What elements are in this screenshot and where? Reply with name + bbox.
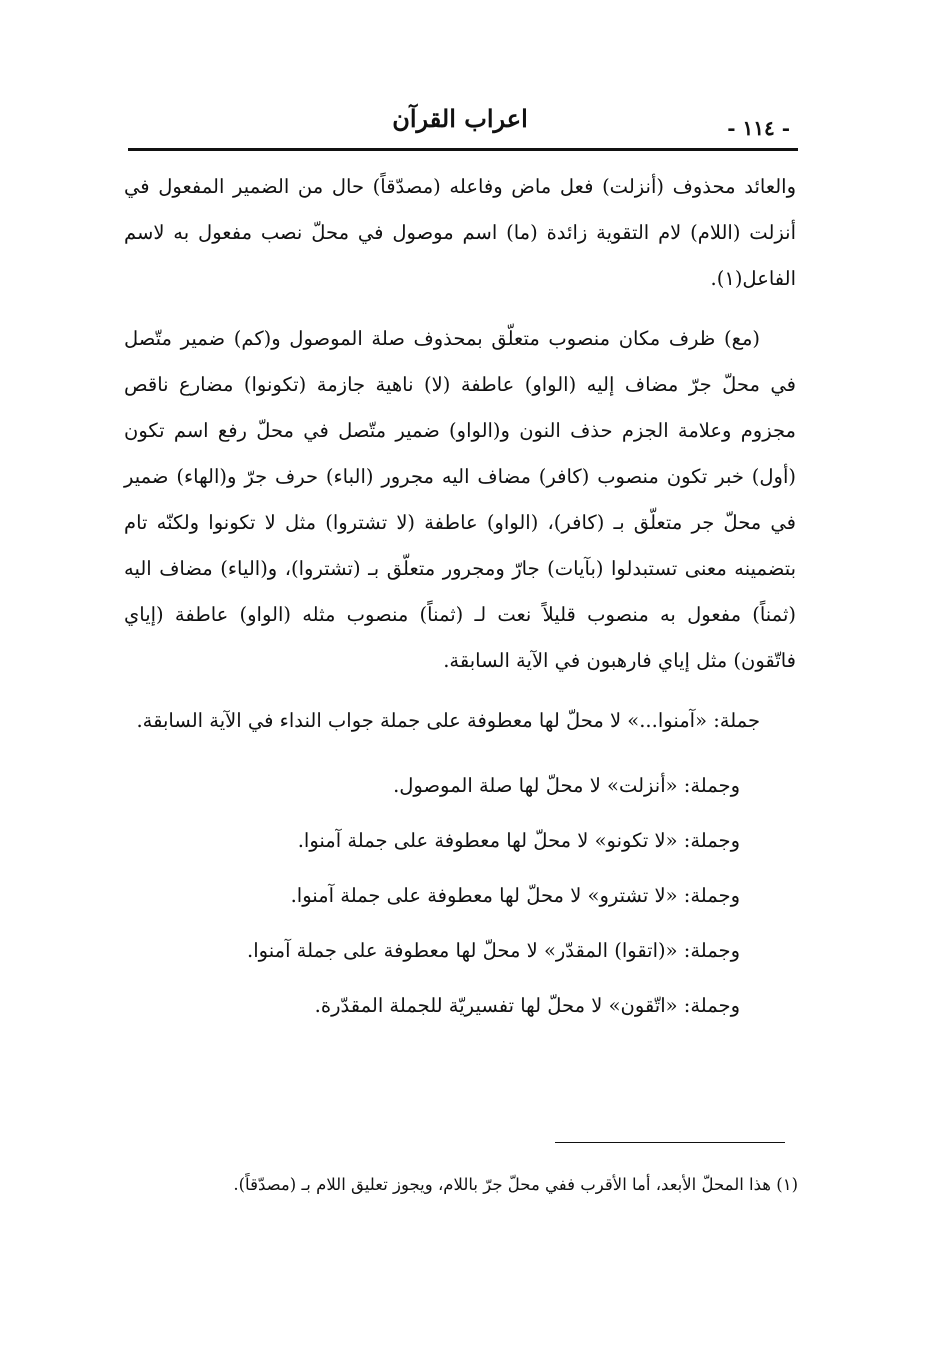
paragraph-1: والعائد محذوف (أنزلت) فعل ماض وفاعله (مصدّقاً) حال من الضمير المفعول في أنزلت (اللام) لام التقوية زائدة (ما) اسم موصول في محلّ نصب مفعول به لاسم الفاعل(١). [124,175,796,290]
paragraph-3: جملة: «آمنوا...» لا محلّ لها معطوفة على جملة جواب النداء في الآية السابقة. [136,709,760,732]
list-item: وجملة: «لا تكونو» لا محلّ لها معطوفة على جملة آمنوا. [297,829,740,852]
list-item: وجملة: «لا تشترو» لا محلّ لها معطوفة على جملة آمنوا. [290,884,740,907]
header-divider [128,148,798,151]
page-header [120,96,800,146]
page-number: - ١١٤ - [727,116,790,140]
main-text [124,164,796,1033]
footnote-divider [555,1142,785,1143]
list-item: وجملة: «اتّقون» لا محلّ لها تفسيريّة للجملة المقدّرة. [314,994,740,1017]
list-item: وجملة: «أنزلت» لا محلّ لها صلة الموصول. [393,774,740,797]
list-item: وجملة: «(اتقوا) المقدّر» لا محلّ لها معطوفة على جملة آمنوا. [247,939,740,962]
footnote: (١) هذا المحلّ الأبعد، أما الأقرب ففي محلّ جرّ باللام، ويجوز تعليق اللام بـ (مصدّقاً). [233,1175,798,1194]
page-title: اعراب القرآن [392,104,528,133]
sentence-list [124,758,796,1033]
paragraph-2: (مع) ظرف مكان منصوب متعلّق بمحذوف صلة الموصول و(كم) ضمير متّصل في محلّ جرّ مضاف إليه (الواو) عاطفة (لا) ناهية جازمة (تكونوا) مضارع ناقص مجزوم وعلامة الجزم حذف النون و(الواو) ضمير متّصل في محلّ رفع اسم تكون (أول) خبر تكون منصوب (كافر) مضاف اليه مجرور (الباء) حرف جرّ و(الهاء) ضمير في محلّ جر متعلّق بـ (كافر)، (الواو) عاطفة (لا تشتروا) مثل لا تكونوا ولكنّه تام بتضمينه معنى تستبدلوا (بآيات) جارّ ومجرور متعلّق بـ (تشتروا)، و(الياء) مضاف اليه (ثمناً) مفعول به منصوب قليلاً نعت لـ (ثمناً) منصوب مثله (الواو) عاطفة (إياي فاتّقون) مثل إياي فارهبون في الآية السابقة. [124,327,797,672]
